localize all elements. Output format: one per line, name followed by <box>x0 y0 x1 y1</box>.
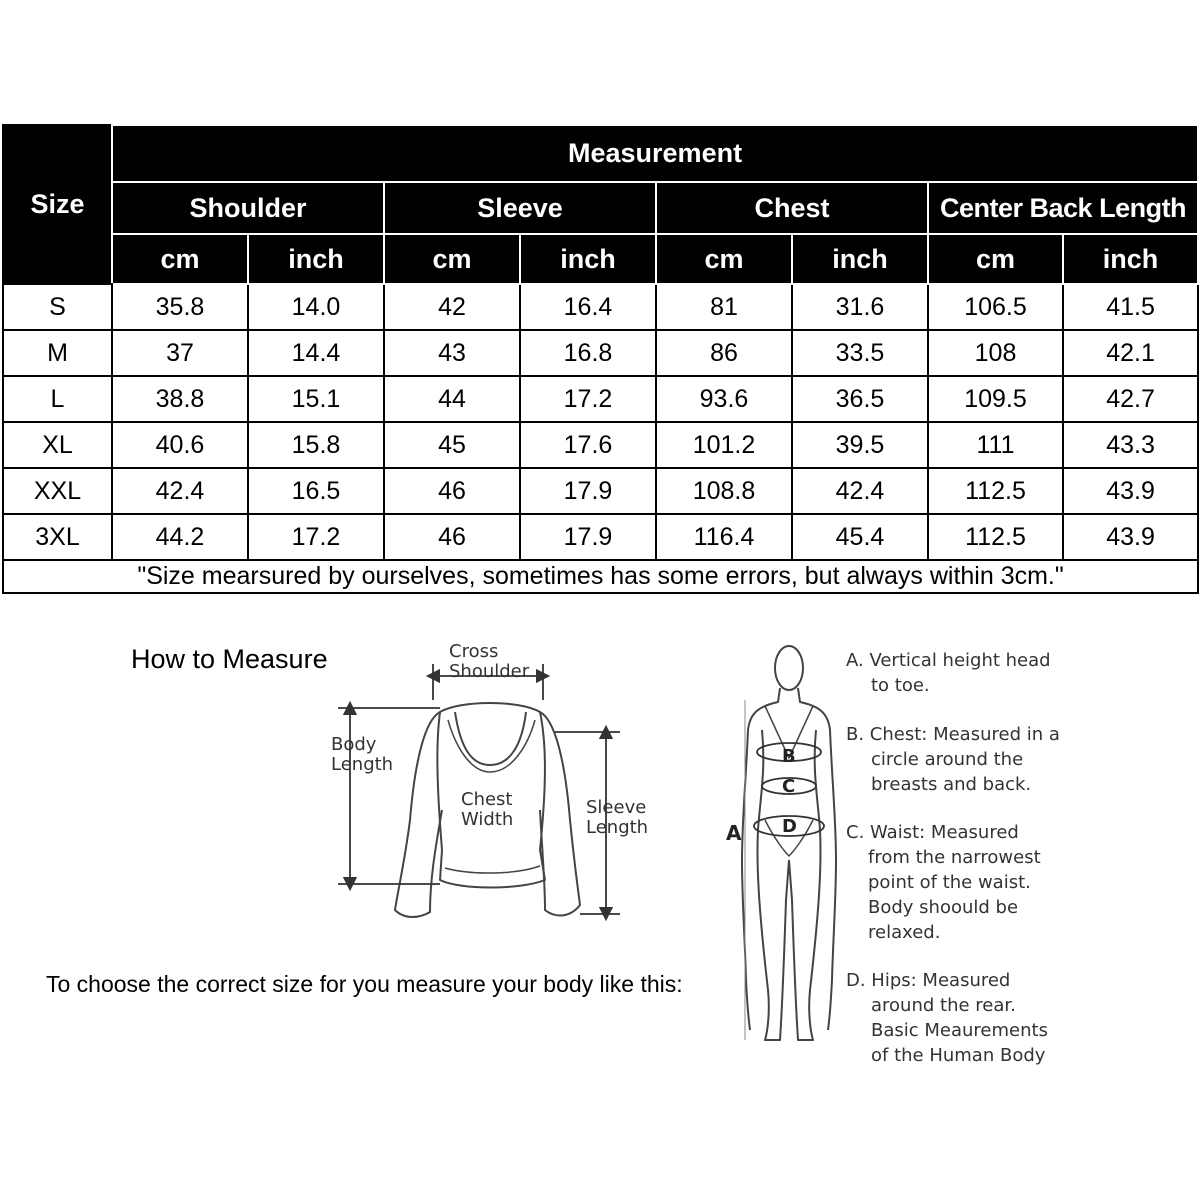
sleeve-length-label: Sleeve Length <box>586 797 649 838</box>
how-to-measure-title: How to Measure <box>131 644 328 674</box>
table-cell: 112.5 <box>928 514 1063 560</box>
table-cell: 108 <box>928 330 1063 376</box>
table-cell: 41.5 <box>1063 284 1198 330</box>
size-cell: S <box>3 284 112 330</box>
group-header-shoulder: Shoulder <box>112 182 384 234</box>
table-cell: 16.8 <box>520 330 656 376</box>
table-cell: 42.1 <box>1063 330 1198 376</box>
unit-header: inch <box>248 234 384 284</box>
unit-header: inch <box>520 234 656 284</box>
table-cell: 45 <box>384 422 520 468</box>
size-cell: XXL <box>3 468 112 514</box>
group-header-center-back-length: Center Back Length <box>928 182 1198 234</box>
table-cell: 17.2 <box>520 376 656 422</box>
body-figure-illustration <box>742 646 836 1040</box>
unit-header: cm <box>656 234 792 284</box>
table-cell: 14.4 <box>248 330 384 376</box>
table-cell: 15.1 <box>248 376 384 422</box>
table-cell: 43.9 <box>1063 468 1198 514</box>
table-cell: 93.6 <box>656 376 792 422</box>
table-cell: 81 <box>656 284 792 330</box>
group-header-chest: Chest <box>656 182 928 234</box>
table-cell: 109.5 <box>928 376 1063 422</box>
definition-a: A. Vertical height head to toe. <box>846 650 1051 696</box>
unit-header: cm <box>112 234 248 284</box>
table-cell: 116.4 <box>656 514 792 560</box>
table-cell: 31.6 <box>792 284 928 330</box>
table-cell: 40.6 <box>112 422 248 468</box>
body-length-label: Body Length <box>331 734 394 775</box>
table-cell: 42.7 <box>1063 376 1198 422</box>
size-note: "Size mearsured by ourselves, sometimes has some errors, but always within 3cm." <box>3 560 1198 593</box>
table-cell: 43.9 <box>1063 514 1198 560</box>
table-cell: 86 <box>656 330 792 376</box>
table-cell: 37 <box>112 330 248 376</box>
table-cell: 42.4 <box>112 468 248 514</box>
table-cell: 33.5 <box>792 330 928 376</box>
marker-c: C <box>782 776 796 797</box>
table-cell: 45.4 <box>792 514 928 560</box>
table-cell: 15.8 <box>248 422 384 468</box>
table-cell: 36.5 <box>792 376 928 422</box>
marker-d: D <box>782 816 797 837</box>
table-cell: 14.0 <box>248 284 384 330</box>
size-cell: 3XL <box>3 514 112 560</box>
size-cell: L <box>3 376 112 422</box>
unit-header: inch <box>1063 234 1198 284</box>
chest-width-label: Chest Width <box>461 789 514 830</box>
table-cell: 17.9 <box>520 514 656 560</box>
table-cell: 16.5 <box>248 468 384 514</box>
choose-size-instruction: To choose the correct size for you measure your body like this: <box>46 971 683 997</box>
size-header: Size <box>3 125 112 284</box>
unit-header: cm <box>928 234 1063 284</box>
definition-c: C. Waist: Measured from the narrowest point of the waist. Body shoould be relaxed. <box>846 822 1041 943</box>
unit-header: cm <box>384 234 520 284</box>
table-cell: 44 <box>384 376 520 422</box>
table-cell: 17.6 <box>520 422 656 468</box>
definition-d: D. Hips: Measured around the rear. Basic Meaurements of the Human Body <box>846 970 1048 1066</box>
table-cell: 101.2 <box>656 422 792 468</box>
table-cell: 111 <box>928 422 1063 468</box>
unit-header: inch <box>792 234 928 284</box>
table-cell: 44.2 <box>112 514 248 560</box>
table-cell: 43.3 <box>1063 422 1198 468</box>
table-cell: 35.8 <box>112 284 248 330</box>
size-cell: XL <box>3 422 112 468</box>
table-cell: 42.4 <box>792 468 928 514</box>
table-cell: 17.9 <box>520 468 656 514</box>
table-cell: 39.5 <box>792 422 928 468</box>
table-cell: 46 <box>384 468 520 514</box>
table-cell: 17.2 <box>248 514 384 560</box>
table-cell: 43 <box>384 330 520 376</box>
marker-a: A <box>726 821 742 845</box>
table-cell: 38.8 <box>112 376 248 422</box>
marker-b: B <box>782 746 796 767</box>
table-cell: 46 <box>384 514 520 560</box>
definition-b: B. Chest: Measured in a circle around the breasts and back. <box>846 724 1060 795</box>
table-cell: 42 <box>384 284 520 330</box>
table-cell: 108.8 <box>656 468 792 514</box>
table-cell: 16.4 <box>520 284 656 330</box>
size-cell: M <box>3 330 112 376</box>
table-cell: 106.5 <box>928 284 1063 330</box>
cross-shoulder-label: Cross Shoulder <box>449 641 530 682</box>
table-cell: 112.5 <box>928 468 1063 514</box>
measurement-header: Measurement <box>112 125 1198 182</box>
group-header-sleeve: Sleeve <box>384 182 656 234</box>
